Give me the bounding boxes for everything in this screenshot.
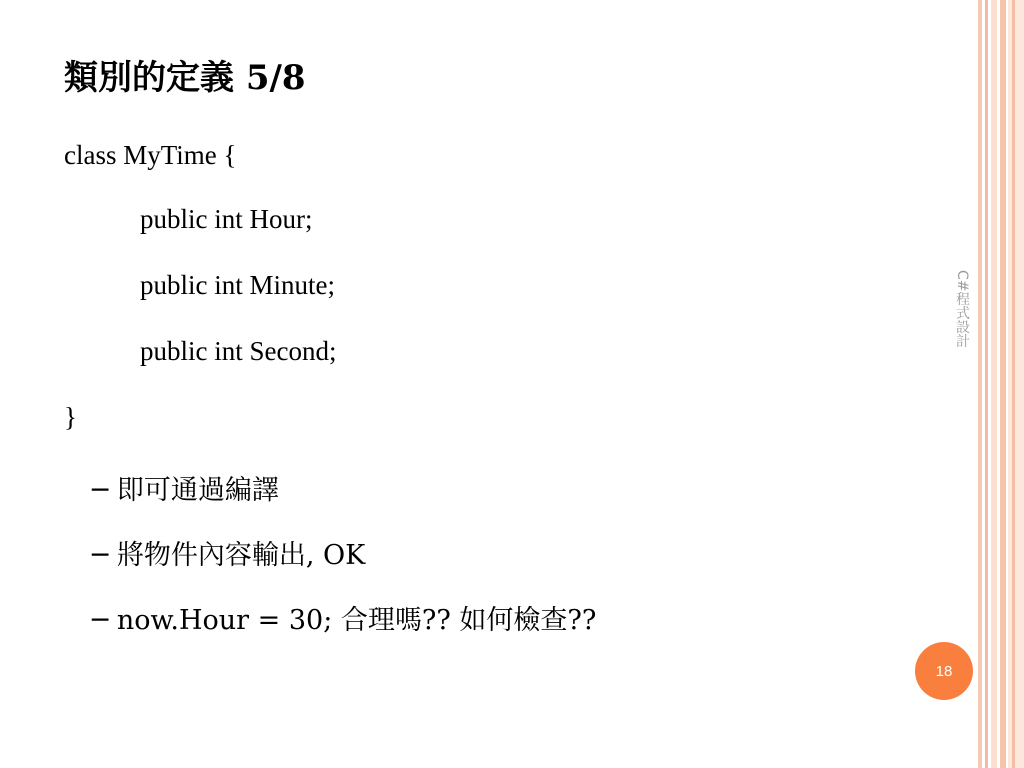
- code-line: public int Minute;: [140, 270, 335, 300]
- decorative-stripe: [991, 0, 997, 768]
- page-number: 18: [935, 662, 953, 680]
- course-side-label: C#程式設計: [954, 270, 970, 348]
- code-line: }: [64, 402, 77, 432]
- bullet-item: ─ now.Hour = 30; 合理嗎?? 如何檢查??: [92, 605, 597, 636]
- bullet-item: ─ 即可通過編譯: [92, 475, 279, 506]
- decorative-stripe: [1000, 0, 1006, 768]
- page-number-badge: [915, 642, 973, 700]
- bullet-item: ─ 將物件內容輸出, OK: [92, 540, 366, 571]
- slide-title: 類別的定義 5/8: [64, 58, 306, 98]
- code-line: public int Second;: [140, 336, 337, 366]
- code-line: class MyTime {: [64, 140, 237, 170]
- code-line: public int Hour;: [140, 204, 313, 234]
- decorative-stripe: [1008, 0, 1024, 768]
- decorative-stripe: [1012, 0, 1015, 768]
- decorative-stripe: [978, 0, 982, 768]
- decorative-stripe: [985, 0, 988, 768]
